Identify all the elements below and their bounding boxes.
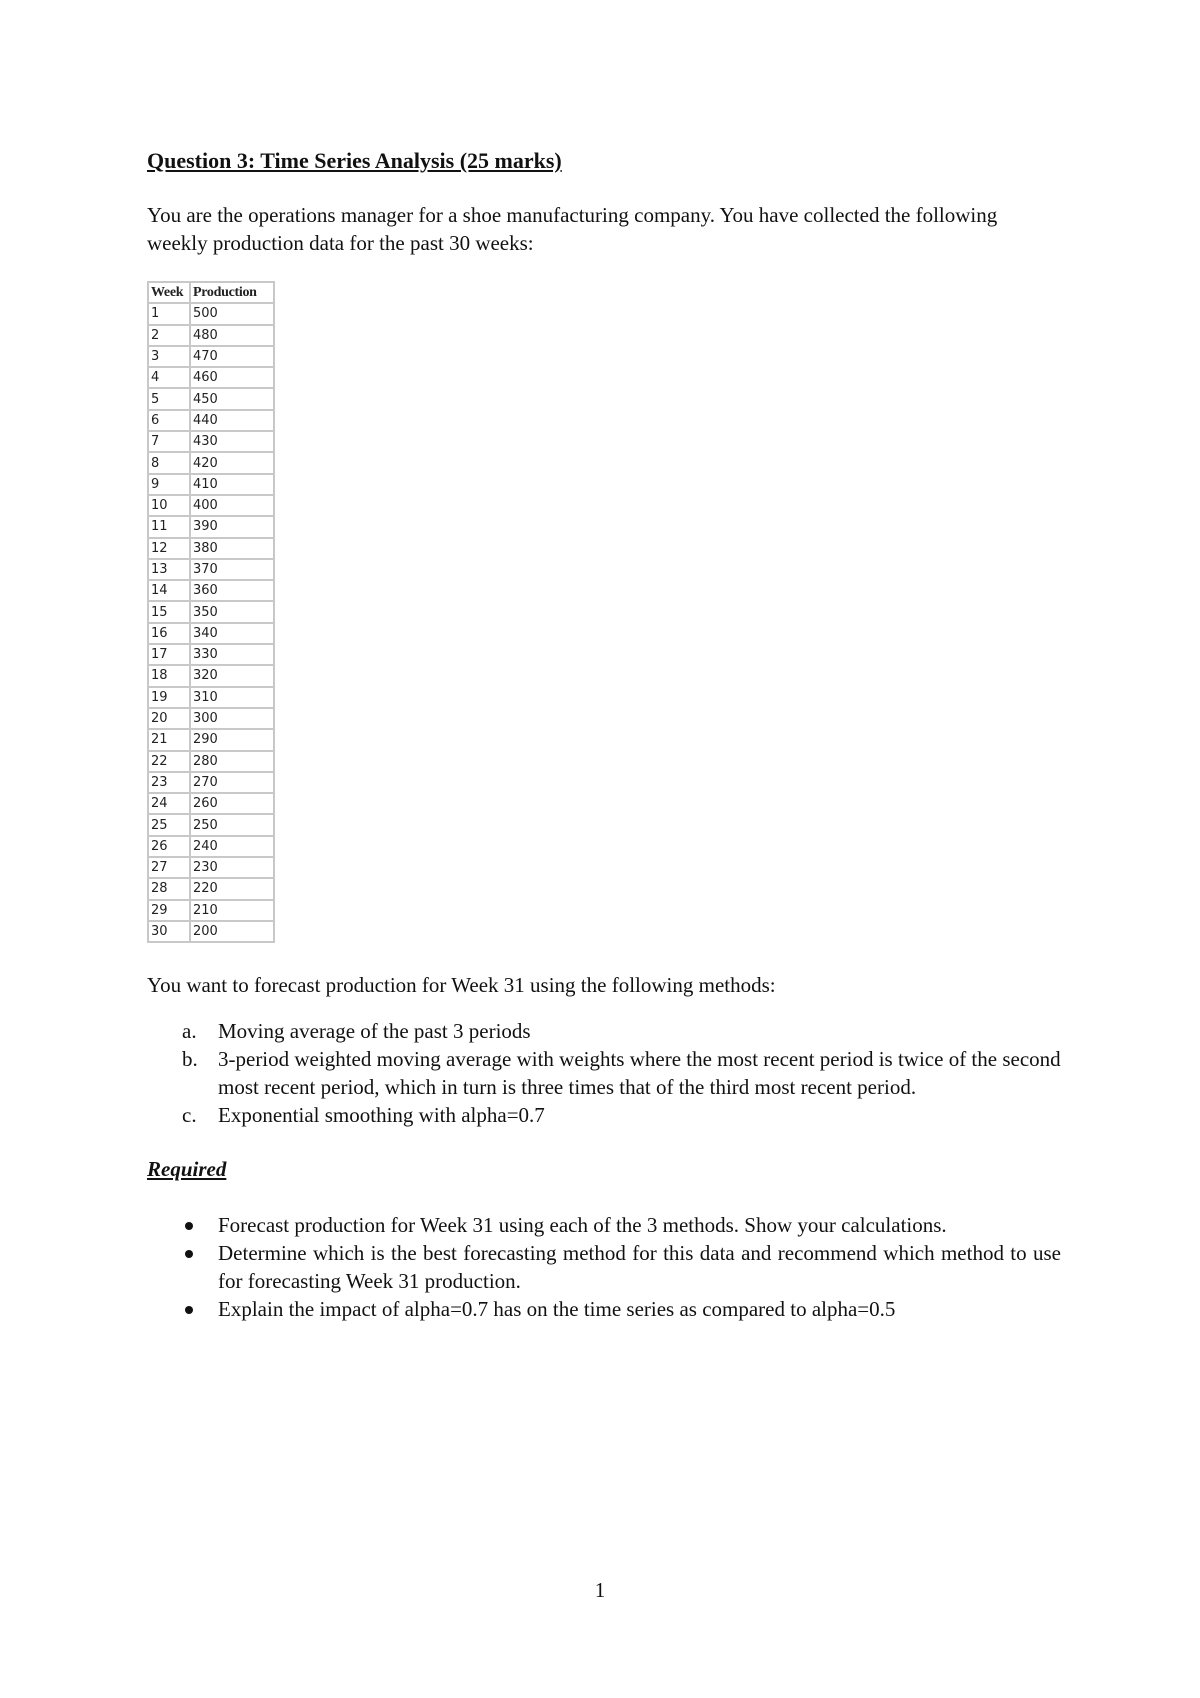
production-cell: 430 xyxy=(190,431,274,452)
method-item xyxy=(147,1101,1061,1129)
production-cell: 440 xyxy=(190,410,274,431)
week-cell: 28 xyxy=(148,878,190,899)
week-cell: 2 xyxy=(148,325,190,346)
week-cell: 20 xyxy=(148,708,190,729)
table-row xyxy=(148,644,274,665)
table-header-row xyxy=(148,282,274,303)
production-cell: 210 xyxy=(190,900,274,921)
production-cell: 380 xyxy=(190,538,274,559)
table-row xyxy=(148,495,274,516)
week-cell: 19 xyxy=(148,687,190,708)
week-cell: 22 xyxy=(148,751,190,772)
header-week: Week xyxy=(148,282,190,303)
table-row xyxy=(148,474,274,495)
method-marker: a. xyxy=(182,1019,197,1044)
production-cell: 340 xyxy=(190,623,274,644)
week-cell: 27 xyxy=(148,857,190,878)
table-row xyxy=(148,814,274,835)
production-cell: 310 xyxy=(190,687,274,708)
production-cell: 230 xyxy=(190,857,274,878)
table-row xyxy=(148,516,274,537)
production-cell: 370 xyxy=(190,559,274,580)
required-item xyxy=(147,1295,1061,1323)
required-text: Determine which is the best forecasting method for this data and recommend which method to use for forecasting Week 31 production. xyxy=(218,1241,1061,1294)
week-cell: 14 xyxy=(148,580,190,601)
table-row xyxy=(148,325,274,346)
required-item xyxy=(147,1239,1061,1295)
table-row xyxy=(148,367,274,388)
table-row xyxy=(148,708,274,729)
method-text: 3-period weighted moving average with weights where the most recent period is twice of the second most recent period, which in turn is three times that of the third most recent period. xyxy=(218,1047,1061,1100)
table-row xyxy=(148,687,274,708)
week-cell: 21 xyxy=(148,729,190,750)
production-cell: 350 xyxy=(190,601,274,622)
methods-intro: You want to forecast production for Week 31 using the following methods: xyxy=(147,973,776,998)
production-cell: 220 xyxy=(190,878,274,899)
production-cell: 240 xyxy=(190,836,274,857)
production-cell: 480 xyxy=(190,325,274,346)
table-row xyxy=(148,665,274,686)
production-cell: 390 xyxy=(190,516,274,537)
week-cell: 18 xyxy=(148,665,190,686)
table-row xyxy=(148,431,274,452)
table-row xyxy=(148,857,274,878)
question-title: Question 3: Time Series Analysis (25 marks) xyxy=(147,148,562,173)
week-cell: 17 xyxy=(148,644,190,665)
production-cell: 360 xyxy=(190,580,274,601)
week-cell: 24 xyxy=(148,793,190,814)
week-cell: 26 xyxy=(148,836,190,857)
table-row xyxy=(148,793,274,814)
table-row xyxy=(148,900,274,921)
week-cell: 13 xyxy=(148,559,190,580)
header-production: Production xyxy=(190,282,274,303)
method-marker: c. xyxy=(182,1103,197,1128)
table-row xyxy=(148,921,274,942)
production-cell: 320 xyxy=(190,665,274,686)
production-cell: 260 xyxy=(190,793,274,814)
table-row xyxy=(148,538,274,559)
production-cell: 270 xyxy=(190,772,274,793)
bullet-icon xyxy=(185,1250,193,1258)
method-text: Moving average of the past 3 periods xyxy=(218,1019,531,1044)
bullet-icon xyxy=(185,1222,193,1230)
week-cell: 29 xyxy=(148,900,190,921)
page-number: 1 xyxy=(594,1578,606,1602)
intro-paragraph: You are the operations manager for a shoe manufacturing company. You have collected the following weekly production data for the past 30 weeks: xyxy=(147,203,998,255)
method-item xyxy=(147,1045,1061,1101)
production-cell: 330 xyxy=(190,644,274,665)
table-row xyxy=(148,729,274,750)
production-cell: 250 xyxy=(190,814,274,835)
week-cell: 7 xyxy=(148,431,190,452)
table-row xyxy=(148,388,274,409)
required-list xyxy=(147,1211,1061,1323)
production-cell: 420 xyxy=(190,452,274,473)
table-row xyxy=(148,410,274,431)
required-heading: Required xyxy=(147,1157,227,1182)
week-cell: 4 xyxy=(148,367,190,388)
week-cell: 23 xyxy=(148,772,190,793)
production-cell: 290 xyxy=(190,729,274,750)
week-cell: 25 xyxy=(148,814,190,835)
required-item xyxy=(147,1211,1061,1239)
required-text: Explain the impact of alpha=0.7 has on the time series as compared to alpha=0.5 xyxy=(218,1297,896,1322)
production-cell: 280 xyxy=(190,751,274,772)
table-row xyxy=(148,303,274,324)
week-cell: 5 xyxy=(148,388,190,409)
production-cell: 450 xyxy=(190,388,274,409)
required-text: Forecast production for Week 31 using each of the 3 methods. Show your calculations. xyxy=(218,1213,947,1238)
table-row xyxy=(148,346,274,367)
week-cell: 30 xyxy=(148,921,190,942)
methods-list xyxy=(147,1017,1061,1129)
week-cell: 8 xyxy=(148,452,190,473)
bullet-icon xyxy=(185,1306,193,1314)
table-row xyxy=(148,836,274,857)
table-row xyxy=(148,751,274,772)
table-body xyxy=(148,303,274,942)
table-row xyxy=(148,772,274,793)
table-row xyxy=(148,601,274,622)
production-cell: 200 xyxy=(190,921,274,942)
method-text: Exponential smoothing with alpha=0.7 xyxy=(218,1103,545,1128)
week-cell: 10 xyxy=(148,495,190,516)
week-cell: 1 xyxy=(148,303,190,324)
method-item xyxy=(147,1017,1061,1045)
document-page xyxy=(147,143,1061,1323)
week-cell: 15 xyxy=(148,601,190,622)
production-cell: 500 xyxy=(190,303,274,324)
week-cell: 9 xyxy=(148,474,190,495)
table-row xyxy=(148,559,274,580)
production-cell: 460 xyxy=(190,367,274,388)
production-cell: 300 xyxy=(190,708,274,729)
table-row xyxy=(148,580,274,601)
week-cell: 11 xyxy=(148,516,190,537)
table-row xyxy=(148,878,274,899)
week-cell: 16 xyxy=(148,623,190,644)
week-cell: 12 xyxy=(148,538,190,559)
table-row xyxy=(148,452,274,473)
production-table xyxy=(147,281,275,943)
method-marker: b. xyxy=(182,1047,198,1072)
table-row xyxy=(148,623,274,644)
production-cell: 400 xyxy=(190,495,274,516)
production-cell: 470 xyxy=(190,346,274,367)
production-cell: 410 xyxy=(190,474,274,495)
week-cell: 6 xyxy=(148,410,190,431)
week-cell: 3 xyxy=(148,346,190,367)
